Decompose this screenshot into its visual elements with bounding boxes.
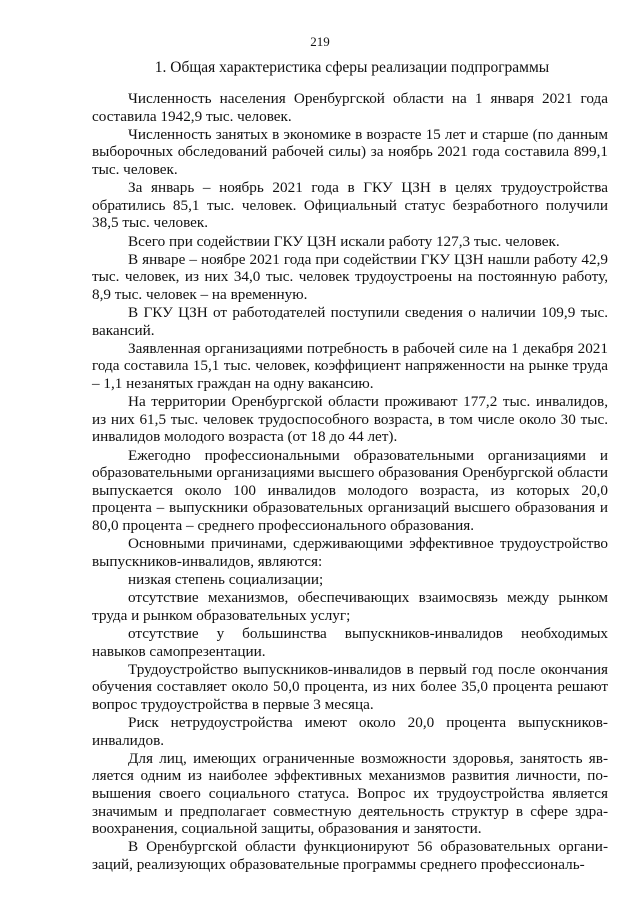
paragraph-applicants: За январь – ноябрь 2021 года в ГКУ ЦЗН в целях трудоустройства обратились 85,1 тыс. человек. Официальный статус безработного получили 38,5 тыс. человек.: [92, 179, 608, 232]
list-item-mechanisms: отсутствие механизмов, обеспечивающих взаимосвязь между рынком труда и рынком образовательных услуг;: [92, 589, 608, 624]
paragraph-educational-organizations: В Оренбургской области функционируют 56 образовательных организаций, реализующих образовательные программы среднего профессиональ-: [92, 838, 608, 874]
paragraph-employed: Численность занятых в экономике в возрасте 15 лет и старше (по данным выборочных обследований рабочей силы) за ноябрь 2021 года составила 899,1 тыс. человек.: [92, 125, 608, 178]
paragraph-found-work: В январе – ноябре 2021 года при содействии ГКУ ЦЗН нашли работу 42,9 тыс. человек, из них 34,0 тыс. человек трудоустроены на постоянную работу, 8,9 тыс. человек – на временную.: [92, 250, 608, 303]
paragraph-limited-abilities: Для лиц, имеющих ограниченные возможности здоровья, занятость является одним из наиболее эффективных механизмов развития личности, повышения своего социального статуса. Вопрос их трудоустройства является значимым и предполагает совместную деятельность структур в сфере здравоохранения, социальной защиты, образования и занятости.: [92, 749, 608, 838]
paragraph-vacancies: В ГКУ ЦЗН от работодателей поступили сведения о наличии 109,9 тыс. вакансий.: [92, 304, 608, 339]
paragraph-graduate-employment: Трудоустройство выпускников-инвалидов в первый год после окончания обучения составляет около 50,0 процента, из них более 35,0 процента решают вопрос трудоустройства в первые 3 месяца.: [92, 660, 608, 713]
paragraph-main-reasons: Основными причинами, сдерживающими эффективное трудоустройство выпускников-инвалидов, являются:: [92, 535, 608, 570]
paragraph-graduates: Ежегодно профессиональными образовательными организациями и образовательными организациями высшего образования Оренбургской области выпускается около 100 инвалидов молодого возраста, из которых 20,0 процента – выпускники образовательных организаций высшего образования и 80,0 процента – среднего профессионального образования.: [92, 446, 608, 534]
document-body: [92, 90, 608, 874]
paragraph-job-seekers: Всего при содействии ГКУ ЦЗН искали работу 127,3 тыс. человек.: [128, 232, 560, 250]
paragraph-labor-demand: Заявленная организациями потребность в рабочей силе на 1 декабря 2021 года составила 15,1 тыс. человек, коэффициент напряженности на рынке труда – 1,1 незанятых граждан на одну вакансию.: [92, 339, 608, 393]
paragraph-population: Численность населения Оренбургской области на 1 января 2021 года составила 1942,9 тыс. человек.: [92, 90, 608, 125]
paragraph-unemployment-risk: Риск нетрудоустройства имеют около 20,0 процента выпускников-инвалидов.: [92, 714, 608, 749]
section-heading: 1. Общая характеристика сферы реализации подпрограммы: [154, 59, 550, 76]
page-number: 219: [310, 34, 330, 49]
list-item-self-presentation: отсутствие у большинства выпускников-инвалидов необходимых навыков самопрезентации.: [92, 624, 608, 660]
list-item-socialization: низкая степень социализации;: [128, 570, 324, 588]
paragraph-disabled-population: На территории Оренбургской области проживают 177,2 тыс. инвалидов, из них 61,5 тыс. человек трудоспособного возраста, в том числе около 30 тыс. инвалидов молодого возраста (от 18 до 44 лет).: [92, 393, 608, 446]
